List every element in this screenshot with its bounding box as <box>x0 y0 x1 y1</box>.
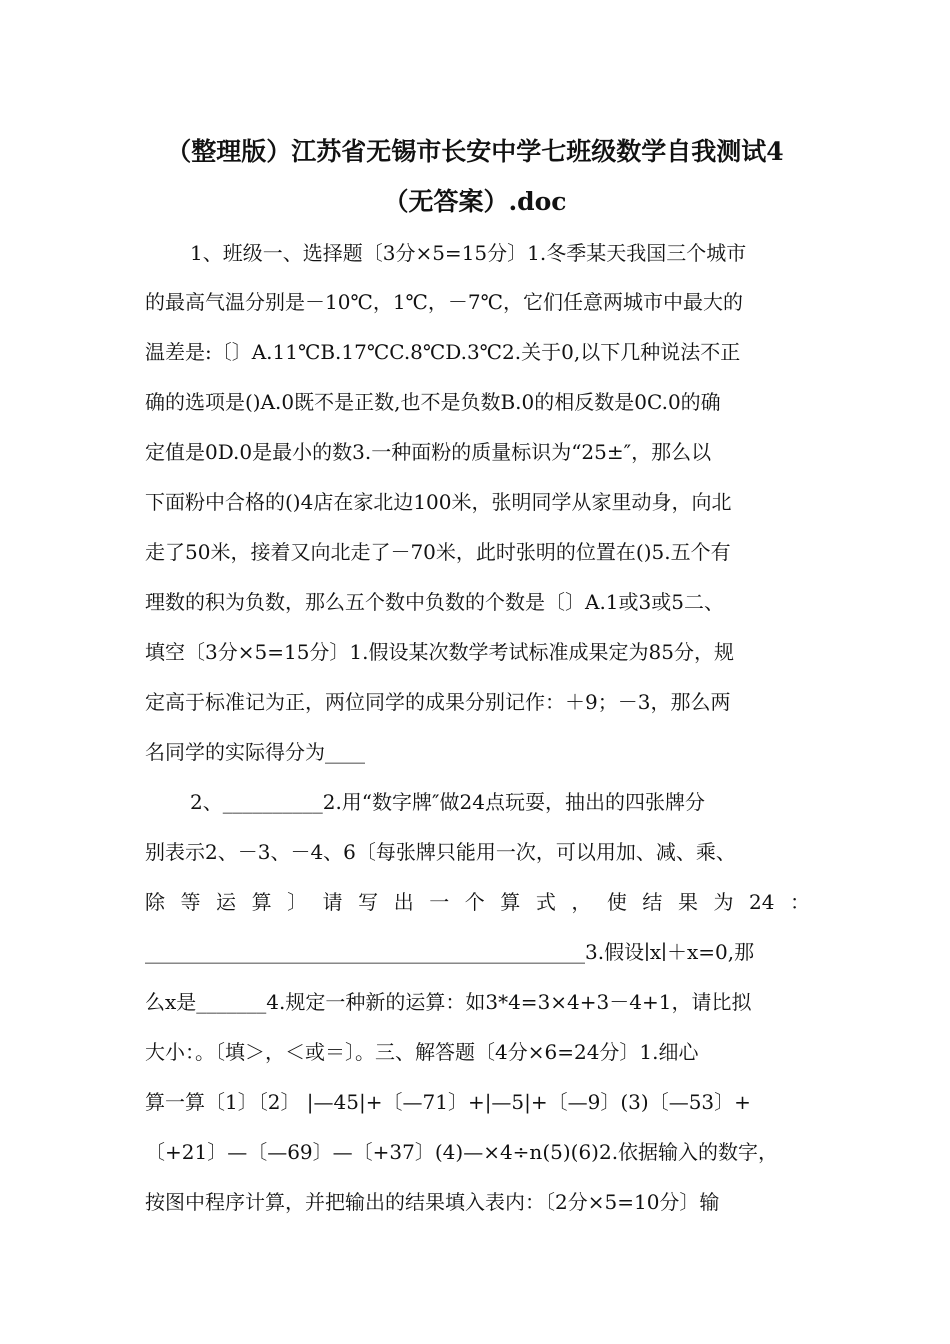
body-line-11: 名同学的实际得分为____ <box>145 740 365 764</box>
body-line-12: 2、__________2.用“数字牌″做24点玩耍，抽出的四张牌分 <box>190 790 705 814</box>
body-line-10: 定高于标准记为正，两位同学的成果分别记作：＋9；－3，那么两 <box>145 690 731 714</box>
body-line-6: 下面粉中合格的()4店在家北边100米，张明同学从家里动身，向北 <box>145 490 732 514</box>
body-line-17: 大小：。〔填＞，＜或＝〕。三、解答题〔4分×6=24分〕1.细心 <box>145 1040 699 1064</box>
body-line-20: 按图中程序计算，并把输出的结果填入表内：〔2分×5=10分〕输 <box>145 1190 720 1214</box>
body-line-2: 的最高气温分别是－10℃，1℃，－7℃，它们任意两城市中最大的 <box>145 290 744 314</box>
body-line-4: 确的选项是()A.0既不是正数,也不是负数B.0的相反数是0C.0的确 <box>145 390 721 414</box>
body-line-5: 定值是0D.0是最小的数3.一种面粉的质量标识为“25±″，那么以 <box>145 440 712 464</box>
body-line-3: 温差是:〔〕A.11℃B.17℃C.8℃D.3℃2.关于0,以下几种说法不正 <box>145 340 741 364</box>
body-line-19: 〔+21〕—〔—69〕—〔+37〕(4)—×4÷n(5)(6)2.依据输入的数字， <box>145 1140 779 1164</box>
body-line-16: 么x是_______4.规定一种新的运算：如3*4=3×4+3－4+1，请比拟 <box>145 990 752 1014</box>
body-line-15: ____________________________________________3.假设∣x∣＋x=0,那 <box>145 940 755 964</box>
document-title-line-2: （无答案）.doc <box>383 187 567 216</box>
body-line-9: 填空〔3分×5=15分〕1.假设某次数学考试标准成果定为85分，规 <box>145 640 734 664</box>
body-line-7: 走了50米，接着又向北走了－70米，此时张明的位置在()5.五个有 <box>145 540 731 564</box>
body-line-1: 1、班级一、选择题〔3分×5=15分〕1.冬季某天我国三个城市 <box>190 241 747 265</box>
body-line-18: 算一算〔1〕〔2〕 |—45|+〔—71〕+|—5|+〔—9〕(3)〔—53〕+ <box>145 1090 751 1114</box>
body-line-14: 除等运算〕请写出一个算式，使结果为24： <box>145 890 810 914</box>
document-title-line-1: （整理版）江苏省无锡市长安中学七班级数学自我测试4 <box>166 137 784 166</box>
body-line-8: 理数的积为负数，那么五个数中负数的个数是〔〕A.1或3或5二、 <box>145 590 724 614</box>
body-line-13: 别表示2、－3、－4、6〔每张牌只能用一次，可以用加、减、乘、 <box>145 840 736 864</box>
